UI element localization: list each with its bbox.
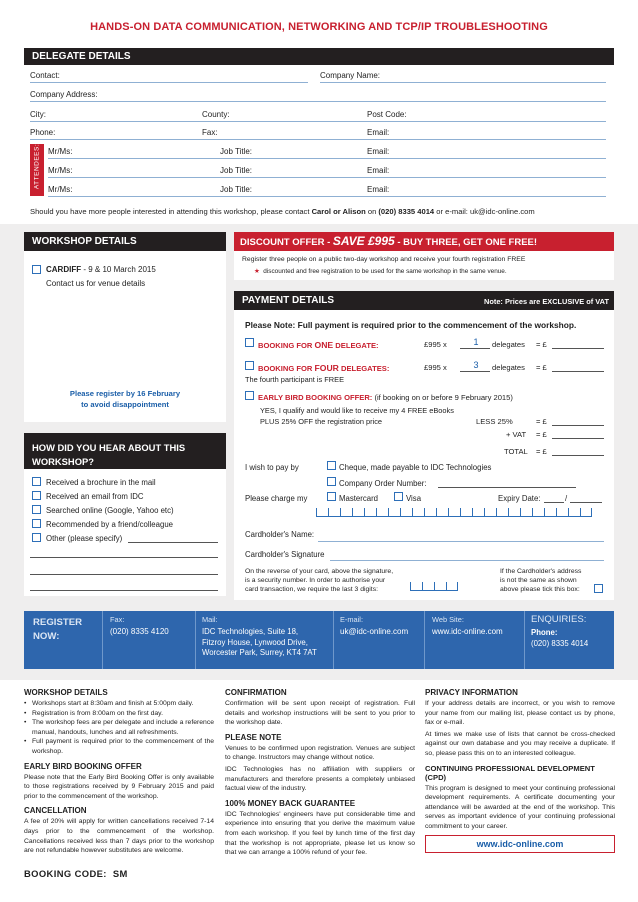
cardholder-sig-label: Cardholder's Signature [245,550,325,559]
post-code-label: Post Code: [367,110,407,119]
website-link[interactable]: www.idc-online.com [476,839,564,849]
terms-early-bird-heading: EARLY BIRD BOOKING OFFER [24,761,142,771]
attendee-1-field[interactable] [48,158,606,159]
visa-label: Visa [406,494,422,503]
attendee-3-job-title: Job Title: [220,185,253,194]
vat-eq: = £ [536,430,547,439]
booking-four-label: BOOKING FOR FOUR DELEGATES: [258,363,390,373]
booking-one-label: BOOKING FOR ONE DELEGATE: [258,340,379,350]
wish-to-pay-label: I wish to pay by [245,463,299,472]
mastercard-label: Mastercard [339,494,378,503]
avoid-disappointment: to avoid disappointment [81,400,169,409]
full-payment-note: Please Note: Full payment is required prior to the commencement of the workshop. [245,320,577,330]
booking-four-eq: = £ [536,363,547,372]
booking-one-checkbox[interactable] [245,338,254,347]
reg-mail-address: IDC Technologies, Suite 18, Fitzroy House, Lynwood Drive, Worcester Park, Surrey, KT4 7AT [202,627,317,657]
attendee-1-job-title: Job Title: [220,147,253,156]
hear-checkbox-other[interactable] [32,533,41,542]
terms-cancellation-text: A fee of 20% will apply for written cancellations received 7-14 days prior to the commencement of the workshop. Cancellations received less than 7 days prior to the workshop are not refundable however substitutes are welcome. [24,818,214,855]
hear-line-3[interactable] [30,590,218,591]
hear-option-brochure: Received a brochure in the mail [46,478,156,487]
company-address-field[interactable] [30,101,606,102]
expiry-year[interactable] [570,502,602,503]
hear-option-recommended: Recommended by a friend/colleague [46,520,173,529]
terms-workshop-heading: WORKSHOP DETAILS [24,688,108,697]
hear-line-1[interactable] [30,557,218,558]
list-item: • Workshops start at 8:30am and finish at 5:00pm daily. [24,699,214,709]
booking-four-price: £995 x [424,363,447,372]
less-25-label: LESS 25% [476,417,513,426]
charge-my-label: Please charge my [245,494,308,503]
save-amount: SAVE £995 [332,234,395,248]
vat-amount[interactable] [552,438,604,439]
terms-early-bird-text: Please note that the Early Bird Booking Offer is only available to those registrations received by 9 February 2015 and paid prior to the commencement of the workshop. [24,773,214,800]
discount-line-2: ★ discounted and free registration to be used for the same workshop in the same venue. [254,268,507,275]
divider [333,611,334,669]
cheque-checkbox[interactable] [327,461,336,470]
booking-one-qty[interactable]: 1 [473,337,479,347]
booking-four-checkbox[interactable] [245,361,254,370]
divider [424,611,425,669]
email-label: Email: [367,128,390,137]
terms-money-back-text: IDC Technologies' engineers have put considerable time and experience into ensuring that you derive the maximum value from each workshop. If you feel by lunch time of the first day that the workshop is not appropriate, please let us know so that we can arrange a 100% refund of your fee. [225,810,415,857]
cardiff-checkbox[interactable] [32,265,41,274]
city-label: City: [30,110,46,119]
attendees-label: ATTENDEES: [33,143,41,190]
less-25-amount[interactable] [552,425,604,426]
terms-confirmation-heading: CONFIRMATION [225,688,287,697]
terms-cpd-heading: CONTINUING PROFESSIONAL DEVELOPMENT (CPD) [425,763,595,782]
booking-four-delegates: delegates [492,363,525,372]
hear-option-other: Other (please specify) [46,534,123,543]
more-people-note: Should you have more people interested in attending this workshop, please contact Carol or Alison on (020) 8335 4014 or e-mail: uk@idc-online.com [30,207,535,216]
attendee-2-field[interactable] [48,177,606,178]
page-title: HANDS-ON DATA COMMUNICATION, NETWORKING AND TCP/IP TROUBLESHOOTING [90,21,548,33]
booking-four-amount[interactable] [552,371,604,372]
visa-checkbox[interactable] [394,492,403,501]
attendee-3-email: Email: [367,185,390,194]
hear-header [24,433,226,469]
attendee-2-mrms: Mr/Ms: [48,166,73,175]
terms-cpd-text: This program is designed to meet your continuing professional development requirements. A certificate documenting your attendance will be awarded at the end of the workshop. This serves as important evidence of your continuing professional commitment to your career. [425,784,615,830]
vat-label: + VAT [506,430,527,439]
hear-checkbox-online[interactable] [32,505,41,514]
workshop-details-header: WORKSHOP DETAILS [24,232,226,251]
terms-privacy-heading: PRIVACY INFORMATION [425,688,518,697]
reg-web[interactable]: www.idc-online.com [432,627,503,636]
company-name-field[interactable] [320,82,606,83]
divider [524,611,525,669]
attendee-1-email: Email: [367,147,390,156]
hear-option-online: Searched online (Google, Yahoo etc) [46,506,174,515]
booking-one-price: £995 x [424,340,447,349]
attendee-2-job-title: Job Title: [220,166,253,175]
attendee-3-mrms: Mr/Ms: [48,185,73,194]
booking-one-qty-line [460,348,490,349]
reg-fax-label: Fax: [110,615,125,624]
list-item: • The workshop fees are per delegate and include a reference manual, handouts, lunches and all refreshments. [24,718,214,737]
expiry-month[interactable] [544,502,564,503]
reg-enquiries-label: ENQUIRIES: [531,614,587,625]
cardiff-date: CARDIFF - 9 & 10 March 2015 [46,265,156,274]
address-diff-checkbox[interactable] [594,584,603,593]
terms-please-note-text-2: IDC Technologies has no affiliation with suppliers or manufacturers and therefore presents a completely unbiased factual view of the industry. [225,765,415,793]
phone-label: Phone: [30,128,56,137]
mastercard-checkbox[interactable] [327,492,336,501]
total-amount[interactable] [552,455,604,456]
security-note: On the reverse of your card, above the signature, is a security number. In order to authorise your card transaction, we require the last 3 digits: [245,568,394,593]
divider [195,611,196,669]
expiry-label: Expiry Date: [498,494,541,503]
divider [102,611,103,669]
reg-email[interactable]: uk@idc-online.com [340,627,409,636]
hear-header-line-1: HOW DID YOU HEAR ABOUT THIS [32,442,186,453]
terms-please-note-heading: PLEASE NOTE [225,732,282,742]
hear-checkbox-recommended[interactable] [32,519,41,528]
attendees-tab [30,144,44,196]
card-number-field[interactable] [316,508,592,517]
terms-column-1 [24,688,214,856]
terms-column-2 [225,688,415,858]
other-specify-field[interactable] [128,542,218,543]
hear-checkbox-email[interactable] [32,491,41,500]
cardholder-sig-field[interactable] [330,560,604,561]
address-diff-note: If the Cardholder's address is not the same as shown above please tick this box: [500,568,582,593]
early-bird-plus: PLUS 25% OFF the registration price [260,417,382,426]
booking-one-amount[interactable] [552,348,604,349]
booking-one-eq: = £ [536,340,547,349]
register-now-label: REGISTER NOW: [33,617,83,642]
security-code-field[interactable] [410,582,458,591]
terms-workshop-list [24,699,214,757]
total-eq: = £ [536,447,547,456]
terms-cancellation-heading: CANCELLATION [24,806,87,816]
hear-checkbox-brochure[interactable] [32,477,41,486]
booking-four-qty-line [460,371,490,372]
county-label: County: [202,110,230,119]
booking-code: BOOKING CODE: SM [24,868,128,879]
terms-confirmation-text: Confirmation will be sent upon receipt of registration. Full details and workshop instructions will be sent to you prior to the workshop date. [225,700,415,727]
early-bird-label: EARLY BIRD BOOKING OFFER: (if booking on or before 9 February 2015) [258,393,513,402]
attendee-1-mrms: Mr/Ms: [48,147,73,156]
contact-label: Contact: [30,71,60,80]
vat-note: Note: Prices are EXCLUSIVE of VAT [484,297,609,306]
hear-option-email: Received an email from IDC [46,492,144,501]
list-item: • Registration is from 8:00am on the first day. [24,709,214,719]
contact-field[interactable] [30,82,308,83]
venue-note: Contact us for venue details [46,279,146,288]
terms-please-note-text-1: Venues to be confirmed upon registration. Venues are subject to change. Instructors may change without notice. [225,744,415,762]
less-25-eq: = £ [536,417,547,426]
reg-phone: (020) 8335 4014 [531,639,589,648]
reg-email-label: E-mail: [340,615,363,624]
terms-money-back-heading: 100% MONEY BACK GUARANTEE [225,798,356,808]
city-county-postcode-field[interactable] [30,121,606,122]
booking-one-delegates: delegates [492,340,525,349]
company-name-label: Company Name: [320,71,381,80]
reg-web-label: Web Site: [432,615,464,624]
order-number-label: Company Order Number: [339,479,427,488]
terms-column-3 [425,688,615,832]
discount-header: DISCOUNT OFFER - SAVE £995 - BUY THREE, GET ONE FREE! [234,232,614,251]
order-number-field[interactable] [438,487,576,488]
hear-line-2[interactable] [30,574,218,575]
hear-header-line-2: WORKSHOP? [32,456,94,467]
reg-fax: (020) 8335 4120 [110,627,169,636]
list-item: • Full payment is required prior to the commencement of the workshop. [24,737,214,756]
cheque-label: Cheque, made payable to IDC Technologies [339,463,492,472]
register-by: Please register by 16 February [69,389,181,398]
cardholder-name-field[interactable] [318,541,604,542]
payment-header: PAYMENT DETAILS [234,291,614,310]
total-label: TOTAL [504,447,528,456]
early-bird-yes: YES, I qualify and would like to receive my 4 FREE eBooks [260,406,454,415]
phone-fax-email-field[interactable] [30,139,606,140]
fourth-free-note: The fourth participant is FREE [245,375,344,384]
cardholder-name-label: Cardholder's Name: [245,530,315,539]
order-number-checkbox[interactable] [327,477,336,486]
attendee-2-email: Email: [367,166,390,175]
reg-phone-label: Phone: [531,628,558,637]
terms-privacy-text-1: If your address details are incorrect, or you wish to remove your name from our mailing list, please contact us by phone, fax or e-mail. [425,700,615,727]
expiry-slash: / [565,494,568,503]
fax-label: Fax: [202,128,218,137]
company-address-label: Company Address: [30,90,98,99]
reg-mail-label: Mail: [202,615,218,624]
early-bird-checkbox[interactable] [245,391,254,400]
booking-four-qty[interactable]: 3 [473,360,479,370]
terms-privacy-text-2: At times we make use of lists that cannot be cross-checked against our own database and you may receive a duplicate. If so, please pass this on to an interested colleague. [425,730,615,757]
delegate-details-header: DELEGATE DETAILS [24,48,614,65]
discount-line-1: Register three people on a public two-day workshop and receive your fourth registration FREE [242,256,526,263]
attendee-3-field[interactable] [48,196,606,197]
